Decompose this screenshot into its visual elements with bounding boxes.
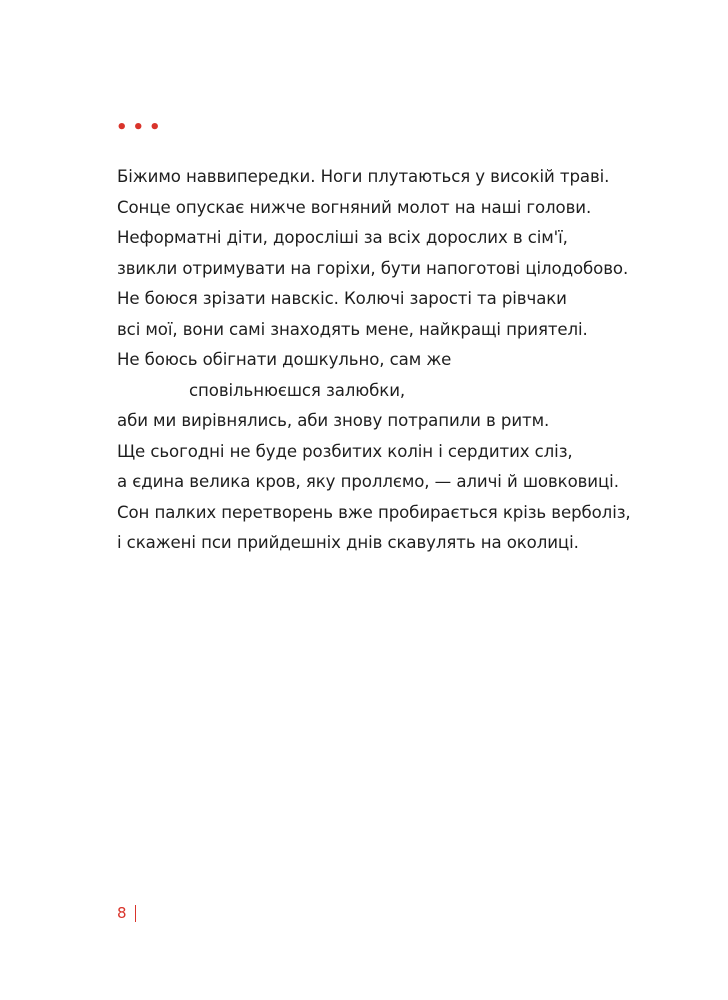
poem-line: а єдина велика кров, яку проллємо, — аличі й шовковиці. [117,472,619,491]
poem-line: і скажені пси прийдешніх днів скавулять на околиці. [117,533,579,552]
poem-line: Біжимо наввипередки. Ноги плутаються у високій траві. [117,167,610,186]
poem-line-indented: сповільнюєшся залюбки, [189,380,406,400]
poem-line: Не боюсь обігнати дошкульно, сам же [117,350,452,369]
page-number-divider [135,905,136,922]
poem-line: Сонце опускає нижче вогняний молот на наші голови. [117,197,592,217]
poem-line: звикли отримувати на горіхи, бути напоготові цілодобово. [117,258,629,278]
poem-line: Не боюся зрізати навскіс. Колючі зарості та рівчаки [117,289,567,308]
page-footer [117,903,136,923]
poem-line: всі мої, вони самі знаходять мене, найкращі приятелі. [117,319,588,339]
section-ornament: ••• [116,117,166,138]
poem-line: аби ми вирівнялись, аби знову потрапили в ритм. [117,411,550,430]
poem-line: Сон палких перетворень вже пробирається крізь верболіз, [117,502,631,522]
page-number: 8 [117,904,127,922]
poem-line: Ще сьогодні не буде розбитих колін і сердитих сліз, [117,441,573,461]
poem-line: Неформатні діти, дорослiші за всіх дорослих в сім'ї, [117,228,568,247]
poem-body [117,162,677,559]
